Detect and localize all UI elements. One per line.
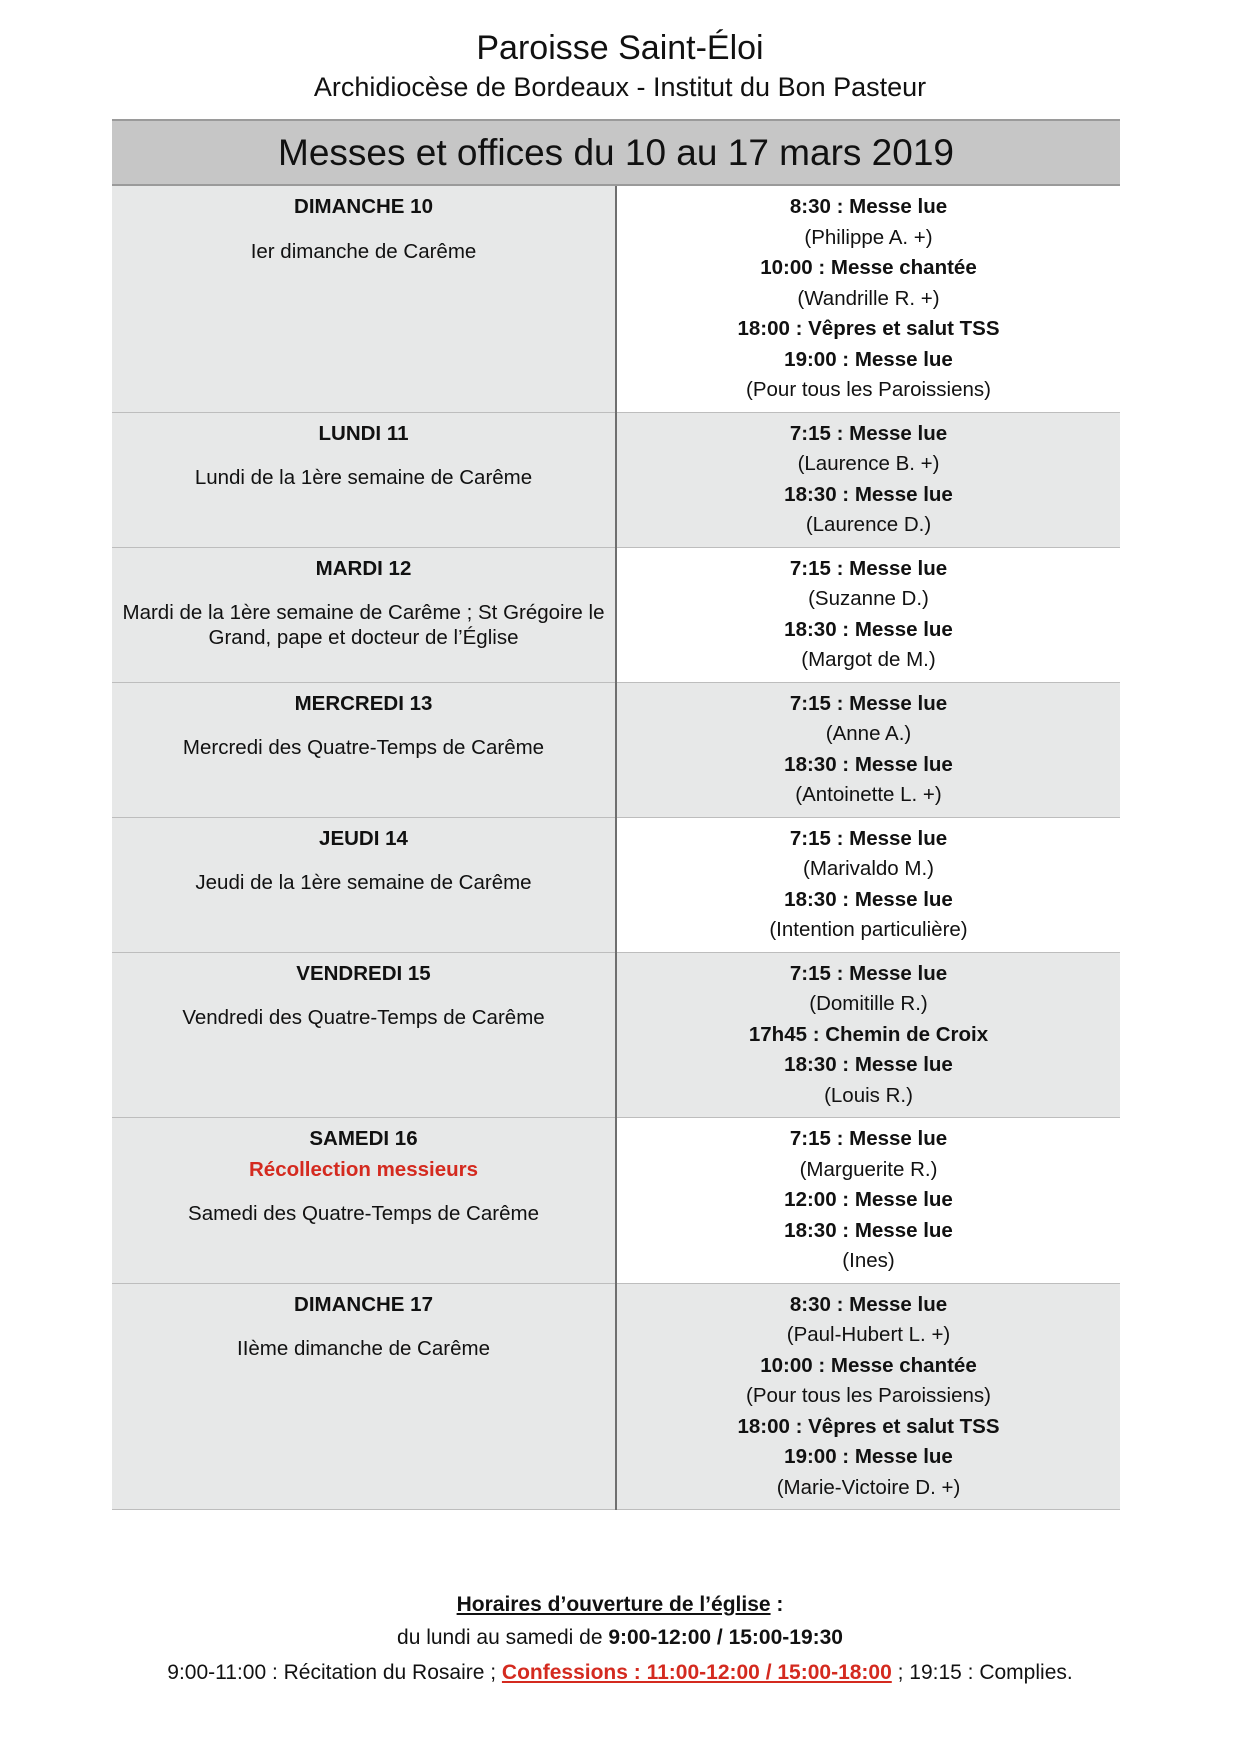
- service-time: 18:00 : Vêpres et salut TSS: [737, 317, 1000, 340]
- mass-intention: (Wandrille R. +): [797, 286, 940, 310]
- day-name: DIMANCHE 17: [294, 1292, 433, 1316]
- day-name: JEUDI 14: [319, 826, 408, 850]
- service-time: 18:30 : Messe lue: [784, 1218, 953, 1242]
- liturgical-day: Mercredi des Quatre-Temps de Carême: [182, 736, 545, 759]
- services-cell: [616, 682, 1120, 817]
- day-row: [112, 952, 1120, 1118]
- liturgical-day: Vendredi des Quatre-Temps de Carême: [182, 1006, 545, 1029]
- service-time: 10:00 : Messe chantée: [760, 256, 977, 279]
- hours-title-colon: :: [770, 1593, 784, 1616]
- parish-title: Paroisse Saint-Éloi: [476, 29, 764, 67]
- hours-title: Horaires d’ouverture de l’église: [456, 1593, 771, 1616]
- mass-intention: (Philippe A. +): [804, 225, 933, 249]
- liturgical-day: Lundi de la 1ère semaine de Carême: [194, 466, 533, 489]
- mass-intention: (Marivaldo M.): [803, 857, 934, 880]
- schedule-title: Messes et offices du 10 au 17 mars 2019: [112, 120, 1120, 185]
- liturgical-day: Jeudi de la 1ère semaine de Carême: [195, 871, 532, 894]
- services-cell: [616, 817, 1120, 952]
- liturgical-day: Mardi de la 1ère semaine de Carême ; St Grégoire le Grand, pape et docteur de l’Église: [122, 601, 605, 649]
- mass-intention: (Marguerite R.): [799, 1157, 938, 1181]
- mass-intention: (Margot de M.): [801, 648, 936, 671]
- mass-intention: (Laurence D.): [805, 513, 932, 536]
- hours-prefix: du lundi au samedi de: [397, 1626, 609, 1649]
- day-row: [112, 547, 1120, 682]
- schedule-table: [112, 119, 1120, 1510]
- liturgical-day: Samedi des Quatre-Temps de Carême: [188, 1202, 539, 1225]
- mass-intention: (Ines): [842, 1249, 895, 1272]
- day-cell: [112, 185, 616, 412]
- parish-subtitle: Archidiocèse de Bordeaux - Institut du Bon Pasteur: [313, 72, 927, 102]
- service-time: 19:00 : Messe lue: [784, 1445, 953, 1468]
- liturgical-day: Ier dimanche de Carême: [250, 239, 477, 263]
- day-cell: [112, 547, 616, 682]
- page-header: [0, 28, 1240, 104]
- mass-intention: (Antoinette L. +): [795, 783, 942, 806]
- services-cell: [616, 952, 1120, 1118]
- mass-intention: (Marie-Victoire D. +): [776, 1475, 961, 1499]
- day-name: VENDREDI 15: [296, 961, 431, 985]
- mass-intention: (Laurence B. +): [797, 452, 940, 475]
- mass-intention: (Domitille R.): [809, 992, 928, 1015]
- day-row: [112, 412, 1120, 547]
- service-time: 17h45 : Chemin de Croix: [748, 1022, 989, 1046]
- service-time: 7:15 : Messe lue: [789, 826, 948, 850]
- day-cell: [112, 412, 616, 547]
- day-row: [112, 185, 1120, 412]
- services-cell: [616, 1283, 1120, 1510]
- service-time: 7:15 : Messe lue: [789, 691, 948, 715]
- day-cell: [112, 682, 616, 817]
- day-name: SAMEDI 16: [309, 1127, 418, 1150]
- mass-intention: (Intention particulière): [769, 918, 968, 941]
- mass-intention: (Paul-Hubert L. +): [786, 1323, 951, 1346]
- day-row: [112, 682, 1120, 817]
- services-cell: [616, 185, 1120, 412]
- service-time: 18:30 : Messe lue: [784, 752, 953, 776]
- compline-text: ; 19:15 : Complies.: [891, 1661, 1073, 1684]
- service-time: 7:15 : Messe lue: [789, 556, 948, 580]
- service-time: 18:30 : Messe lue: [784, 617, 953, 641]
- mass-intention: (Pour tous les Paroissiens): [746, 1384, 991, 1407]
- day-row: [112, 817, 1120, 952]
- rosary-text: 9:00-11:00 : Récitation du Rosaire ;: [167, 1661, 502, 1684]
- day-row: [112, 1118, 1120, 1284]
- mass-intention: (Pour tous les Paroissiens): [746, 378, 991, 401]
- services-cell: [616, 547, 1120, 682]
- day-cell: [112, 952, 616, 1118]
- service-time: 7:15 : Messe lue: [789, 421, 948, 445]
- mass-intention: (Louis R.): [824, 1083, 913, 1107]
- service-time: 7:15 : Messe lue: [789, 961, 948, 985]
- day-cell: [112, 1283, 616, 1510]
- opening-hours: 9:00-12:00 / 15:00-19:30: [608, 1626, 843, 1649]
- service-time: 18:30 : Messe lue: [784, 887, 953, 911]
- liturgical-day: IIème dimanche de Carême: [237, 1337, 490, 1360]
- mass-intention: (Suzanne D.): [808, 587, 929, 610]
- day-name: MARDI 12: [315, 556, 412, 580]
- day-row: [112, 1283, 1120, 1510]
- service-time: 19:00 : Messe lue: [784, 347, 953, 371]
- day-cell: [112, 817, 616, 952]
- day-name: DIMANCHE 10: [294, 195, 433, 218]
- service-time: 8:30 : Messe lue: [789, 1292, 948, 1316]
- church-hours: [0, 1588, 1240, 1689]
- services-cell: [616, 1118, 1120, 1284]
- confessions-text: Confessions : 11:00-12:00 / 15:00-18:00: [501, 1661, 892, 1684]
- service-time: 18:00 : Vêpres et salut TSS: [737, 1414, 1000, 1438]
- day-name: MERCREDI 13: [294, 691, 433, 715]
- service-time: 10:00 : Messe chantée: [760, 1353, 977, 1377]
- service-time: 12:00 : Messe lue: [784, 1188, 953, 1211]
- service-time: 18:30 : Messe lue: [784, 482, 953, 506]
- services-cell: [616, 412, 1120, 547]
- service-time: 7:15 : Messe lue: [789, 1127, 948, 1150]
- service-time: 18:30 : Messe lue: [784, 1053, 953, 1076]
- day-name: LUNDI 11: [318, 421, 409, 445]
- day-special-event: Récollection messieurs: [248, 1157, 478, 1181]
- mass-intention: (Anne A.): [825, 722, 912, 745]
- day-cell: [112, 1118, 616, 1284]
- service-time: 8:30 : Messe lue: [789, 195, 948, 218]
